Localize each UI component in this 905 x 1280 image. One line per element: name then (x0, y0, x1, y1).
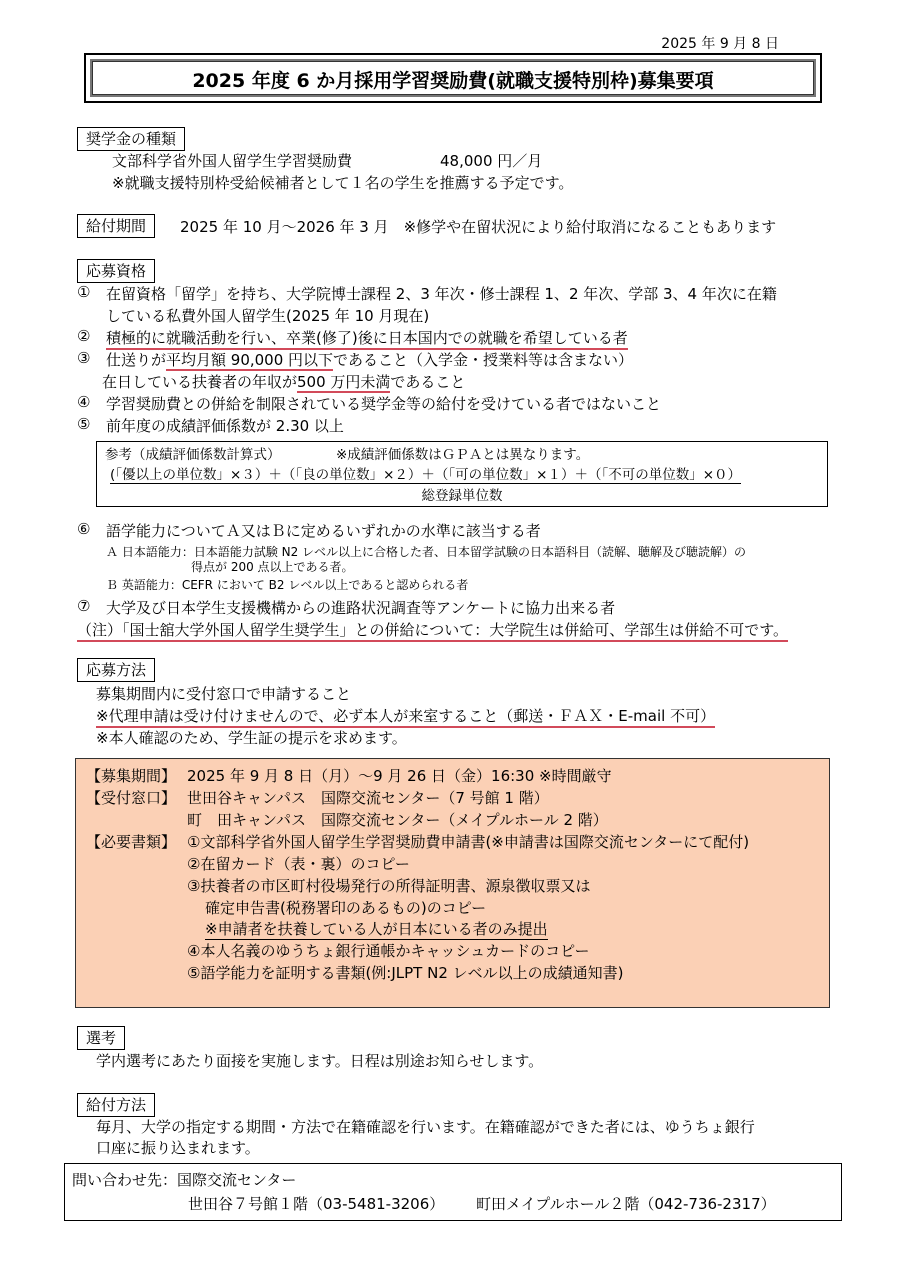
eligibility-item-2: 積極的に就職活動を行い、卒業(修了)後に日本国内での就職を希望している者 (106, 327, 628, 350)
item-number: ① (77, 283, 91, 301)
item-number: ③ (77, 349, 91, 367)
payment-line-1: 毎月、大学の指定する期間・方法で在籍確認を行います。在籍確認ができた者には、ゆうちょ銀行 (96, 1118, 755, 1136)
section-heading-selection: 選考 (77, 1026, 125, 1050)
scholarship-note: ※就職支援特別枠受給候補者として１名の学生を推薦する予定です。 (112, 174, 574, 192)
reference-note: ※成績評価係数はＧＰＡとは異なります。 (336, 447, 590, 463)
office-machida: 町 田キャンパス 国際交流センター（メイプルホール 2 階） (187, 811, 608, 829)
payment-line-2: 口座に振り込まれます。 (96, 1139, 260, 1157)
eligibility-item-3: 仕送りが平均月額 90,000 円以下であること（入学金・授業料等は含まない） (106, 351, 634, 369)
item-number: ⑥ (77, 520, 91, 538)
income-limit: 500 万円未満 (297, 373, 391, 391)
section-heading-scholarship: 奨学金の種類 (77, 127, 185, 151)
formula-numerator: (「優以上の単位数」×３）＋（「良の単位数」×２）＋（「可の単位数」×１）＋（「不可の単位数」×０） (110, 463, 741, 484)
office-setagaya: 世田谷キャンパス 国際交流センター（7 号館 1 階） (187, 789, 549, 807)
eligibility-item-1-cont: している私費外国人留学生(2025 年 10 月現在) (106, 307, 430, 325)
contact-setagaya: 世田谷７号館１階（03-5481-3206） (188, 1195, 445, 1213)
document-4: ④本人名義のゆうちょ銀行通帳かキャッシュカードのコピー (187, 942, 590, 960)
allowance-limit: 平均月額 90,000 円以下 (166, 351, 334, 369)
eligibility-item-1: 在留資格「留学」を持ち、大学院博士課程 2、3 年次・修士課程 1、2 年次、学部 3、4 年次に在籍 (106, 285, 777, 303)
application-period: 2025 年 9 月 8 日（月）～9 月 26 日（金）16:30 ※時間厳守 (187, 767, 612, 785)
item-number: ④ (77, 393, 91, 411)
selection-text: 学内選考にあたり面接を実施します。日程は別途お知らせします。 (96, 1052, 544, 1070)
period-label: 【募集期間】 (86, 767, 177, 785)
item-number: ⑦ (77, 597, 91, 615)
item-number: ⑤ (77, 415, 91, 433)
document-2: ②在留カード（表・裏）のコピー (187, 855, 410, 873)
section-heading-payment: 給付方法 (77, 1093, 155, 1117)
section-heading-eligibility: 応募資格 (77, 259, 155, 283)
section-heading-period: 給付期間 (77, 214, 155, 238)
scholarship-amount: 48,000 円／月 (440, 152, 543, 170)
language-japanese-cont: 得点が 200 点以上である者。 (191, 560, 354, 574)
eligibility-item-3-cont: 在日している扶養者の年収が500 万円未満であること (102, 373, 466, 391)
contact-machida: 町田メイプルホール２階（042-736-2317） (476, 1195, 776, 1213)
document-1: ①文部科学省外国人留学生学習奨励費申請書(※申請書は国際交流センターにて配付) (187, 833, 750, 851)
eligibility-note: （注）「国士舘大学外国人留学生奨学生」との併給について：大学院生は併給可、学部生は併給不可です。 (77, 619, 788, 642)
document-3: ③扶養者の市区町村役場発行の所得証明書、源泉徴収票又は (187, 877, 591, 895)
language-japanese: Ａ 日本語能力：日本語能力試験 N2 レベル以上に合格した者、日本留学試験の日本語科目（読解、聴解及び聴読解）の (106, 545, 747, 559)
office-label: 【受付窓口】 (86, 789, 177, 807)
documents-label: 【必要書類】 (86, 833, 177, 851)
period-text: 2025 年 10 月～2026 年 3 月 ※修学や在留状況により給付取消になることもあります (180, 218, 777, 236)
document-5: ⑤語学能力を証明する書類(例:JLPT N2 レベル以上の成績通知書) (187, 964, 624, 982)
eligibility-item-4: 学習奨励費との併給を制限されている奨学金等の給付を受けている者ではないこと (106, 395, 662, 413)
contact-label: 問い合わせ先：国際交流センター (72, 1171, 297, 1189)
title-box (84, 53, 822, 103)
eligibility-item-5: 前年度の成績評価係数が 2.30 以上 (106, 417, 344, 435)
eligibility-item-6: 語学能力についてＡ又はＢに定めるいずれかの水準に該当する者 (106, 522, 541, 540)
document-3-cont: 確定申告書(税務署印のあるもの)のコピー (205, 899, 487, 917)
method-line-1: 募集期間内に受付窓口で申請すること (96, 685, 352, 703)
formula-denominator: 総登録単位数 (421, 488, 503, 504)
document-date: 2025 年 9 月 8 日 (661, 36, 779, 52)
document-3-note: ※申請者を扶養している人が日本にいる者のみ提出 (205, 920, 548, 938)
language-english: Ｂ 英語能力：CEFR において B2 レベル以上であると認められる者 (106, 578, 469, 592)
method-line-2: ※代理申請は受け付けませんので、必ず本人が来室すること（郵送・ＦＡＸ・E-mail 不可） (96, 705, 715, 728)
item-number: ② (77, 327, 91, 345)
reference-title: 参考（成績評価係数計算式） (105, 447, 281, 463)
scholarship-name: 文部科学省外国人留学生学習奨励費 (112, 152, 353, 170)
section-heading-method: 応募方法 (77, 658, 155, 682)
method-line-3: ※本人確認のため、学生証の提示を求めます。 (96, 729, 407, 747)
document-title: 2025 年度 6 か月採用学習奨励費(就職支援特別枠)募集要項 (192, 70, 714, 92)
eligibility-item-7: 大学及び日本学生支援機構からの進路状況調査等アンケートに協力出来る者 (106, 599, 616, 617)
